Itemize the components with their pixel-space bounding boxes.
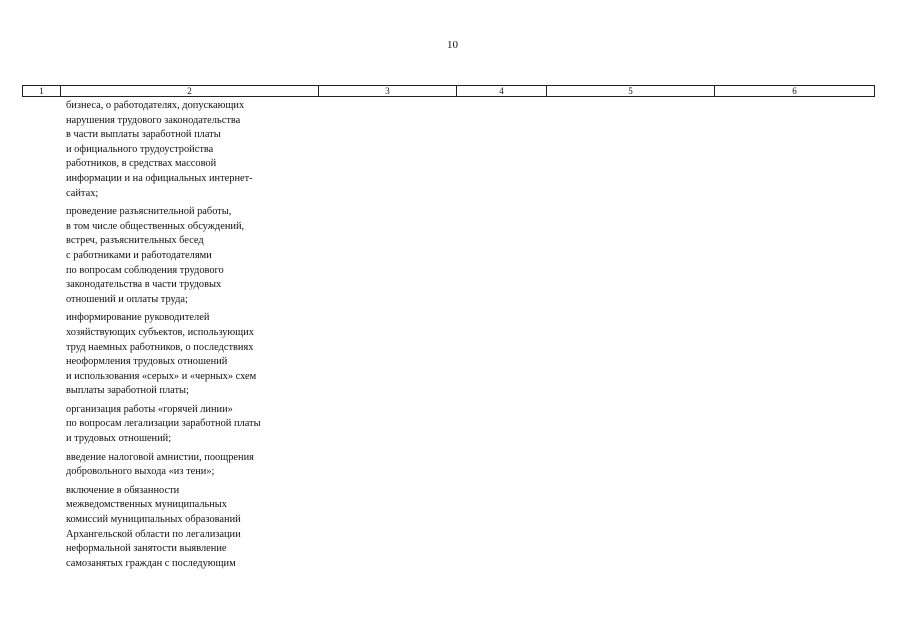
- text-line: с работниками и работодателями: [66, 249, 212, 261]
- text-line: и официального трудоустройства: [66, 143, 214, 155]
- paragraph: [66, 403, 316, 447]
- text-line: хозяйствующих субъектов, использующих: [66, 326, 254, 338]
- text-line: межведомственных муниципальных: [66, 499, 227, 511]
- page-number: 10: [447, 39, 458, 51]
- text-line: проведение разъяснительной работы,: [66, 206, 232, 218]
- paragraph: [66, 451, 316, 480]
- text-line: Архангельской области по легализации: [66, 528, 241, 540]
- text-line: добровольного выхода «из тени»;: [66, 466, 215, 478]
- text-line: в том числе общественных обсуждений,: [66, 220, 245, 232]
- paragraph: [66, 311, 316, 399]
- text-line: неформальной занятости выявление: [66, 543, 227, 555]
- text-line: самозанятых граждан с последующим: [66, 557, 236, 569]
- table-header-row: [22, 85, 875, 97]
- text-line: труд наемных работников, о последствиях: [66, 341, 254, 353]
- text-line: работников, в средствах массовой: [66, 158, 217, 170]
- text-line: организация работы «горячей линии»: [66, 403, 233, 415]
- column-2-text: [66, 99, 316, 575]
- text-line: неоформления трудовых отношений: [66, 356, 228, 368]
- column-header-5: 5: [547, 86, 715, 96]
- text-line: выплаты заработной платы;: [66, 385, 189, 397]
- text-line: комиссий муниципальных образований: [66, 514, 241, 526]
- column-header-6: 6: [792, 86, 797, 96]
- column-header-1: 1: [23, 86, 61, 96]
- text-line: в части выплаты заработной платы: [66, 129, 221, 141]
- text-line: бизнеса, о работодателях, допускающих: [66, 100, 245, 111]
- text-line: по вопросам легализации заработной платы: [66, 418, 261, 430]
- text-line: по вопросам соблюдения трудового: [66, 264, 224, 276]
- text-line: законодательства в части трудовых: [66, 279, 222, 291]
- paragraph: [66, 484, 316, 572]
- text-line: сайтах;: [66, 187, 99, 199]
- text-line: встреч, разъяснительных бесед: [66, 235, 204, 247]
- column-header-2: 2: [61, 86, 319, 96]
- text-line: информации и на официальных интернет-: [66, 172, 253, 184]
- paragraph: [66, 205, 316, 307]
- column-header-3: 3: [319, 86, 457, 96]
- text-line: отношений и оплаты труда;: [66, 293, 188, 305]
- text-line: нарушения трудового законодательства: [66, 114, 241, 126]
- paragraph: [66, 99, 316, 201]
- text-line: и трудовых отношений;: [66, 433, 172, 445]
- text-line: введение налоговой амнистии, поощрения: [66, 451, 254, 463]
- column-header-4: 4: [457, 86, 547, 96]
- text-line: и использования «серых» и «черных» схем: [66, 370, 257, 382]
- text-line: включение в обязанности: [66, 484, 180, 496]
- text-line: информирование руководителей: [66, 312, 210, 324]
